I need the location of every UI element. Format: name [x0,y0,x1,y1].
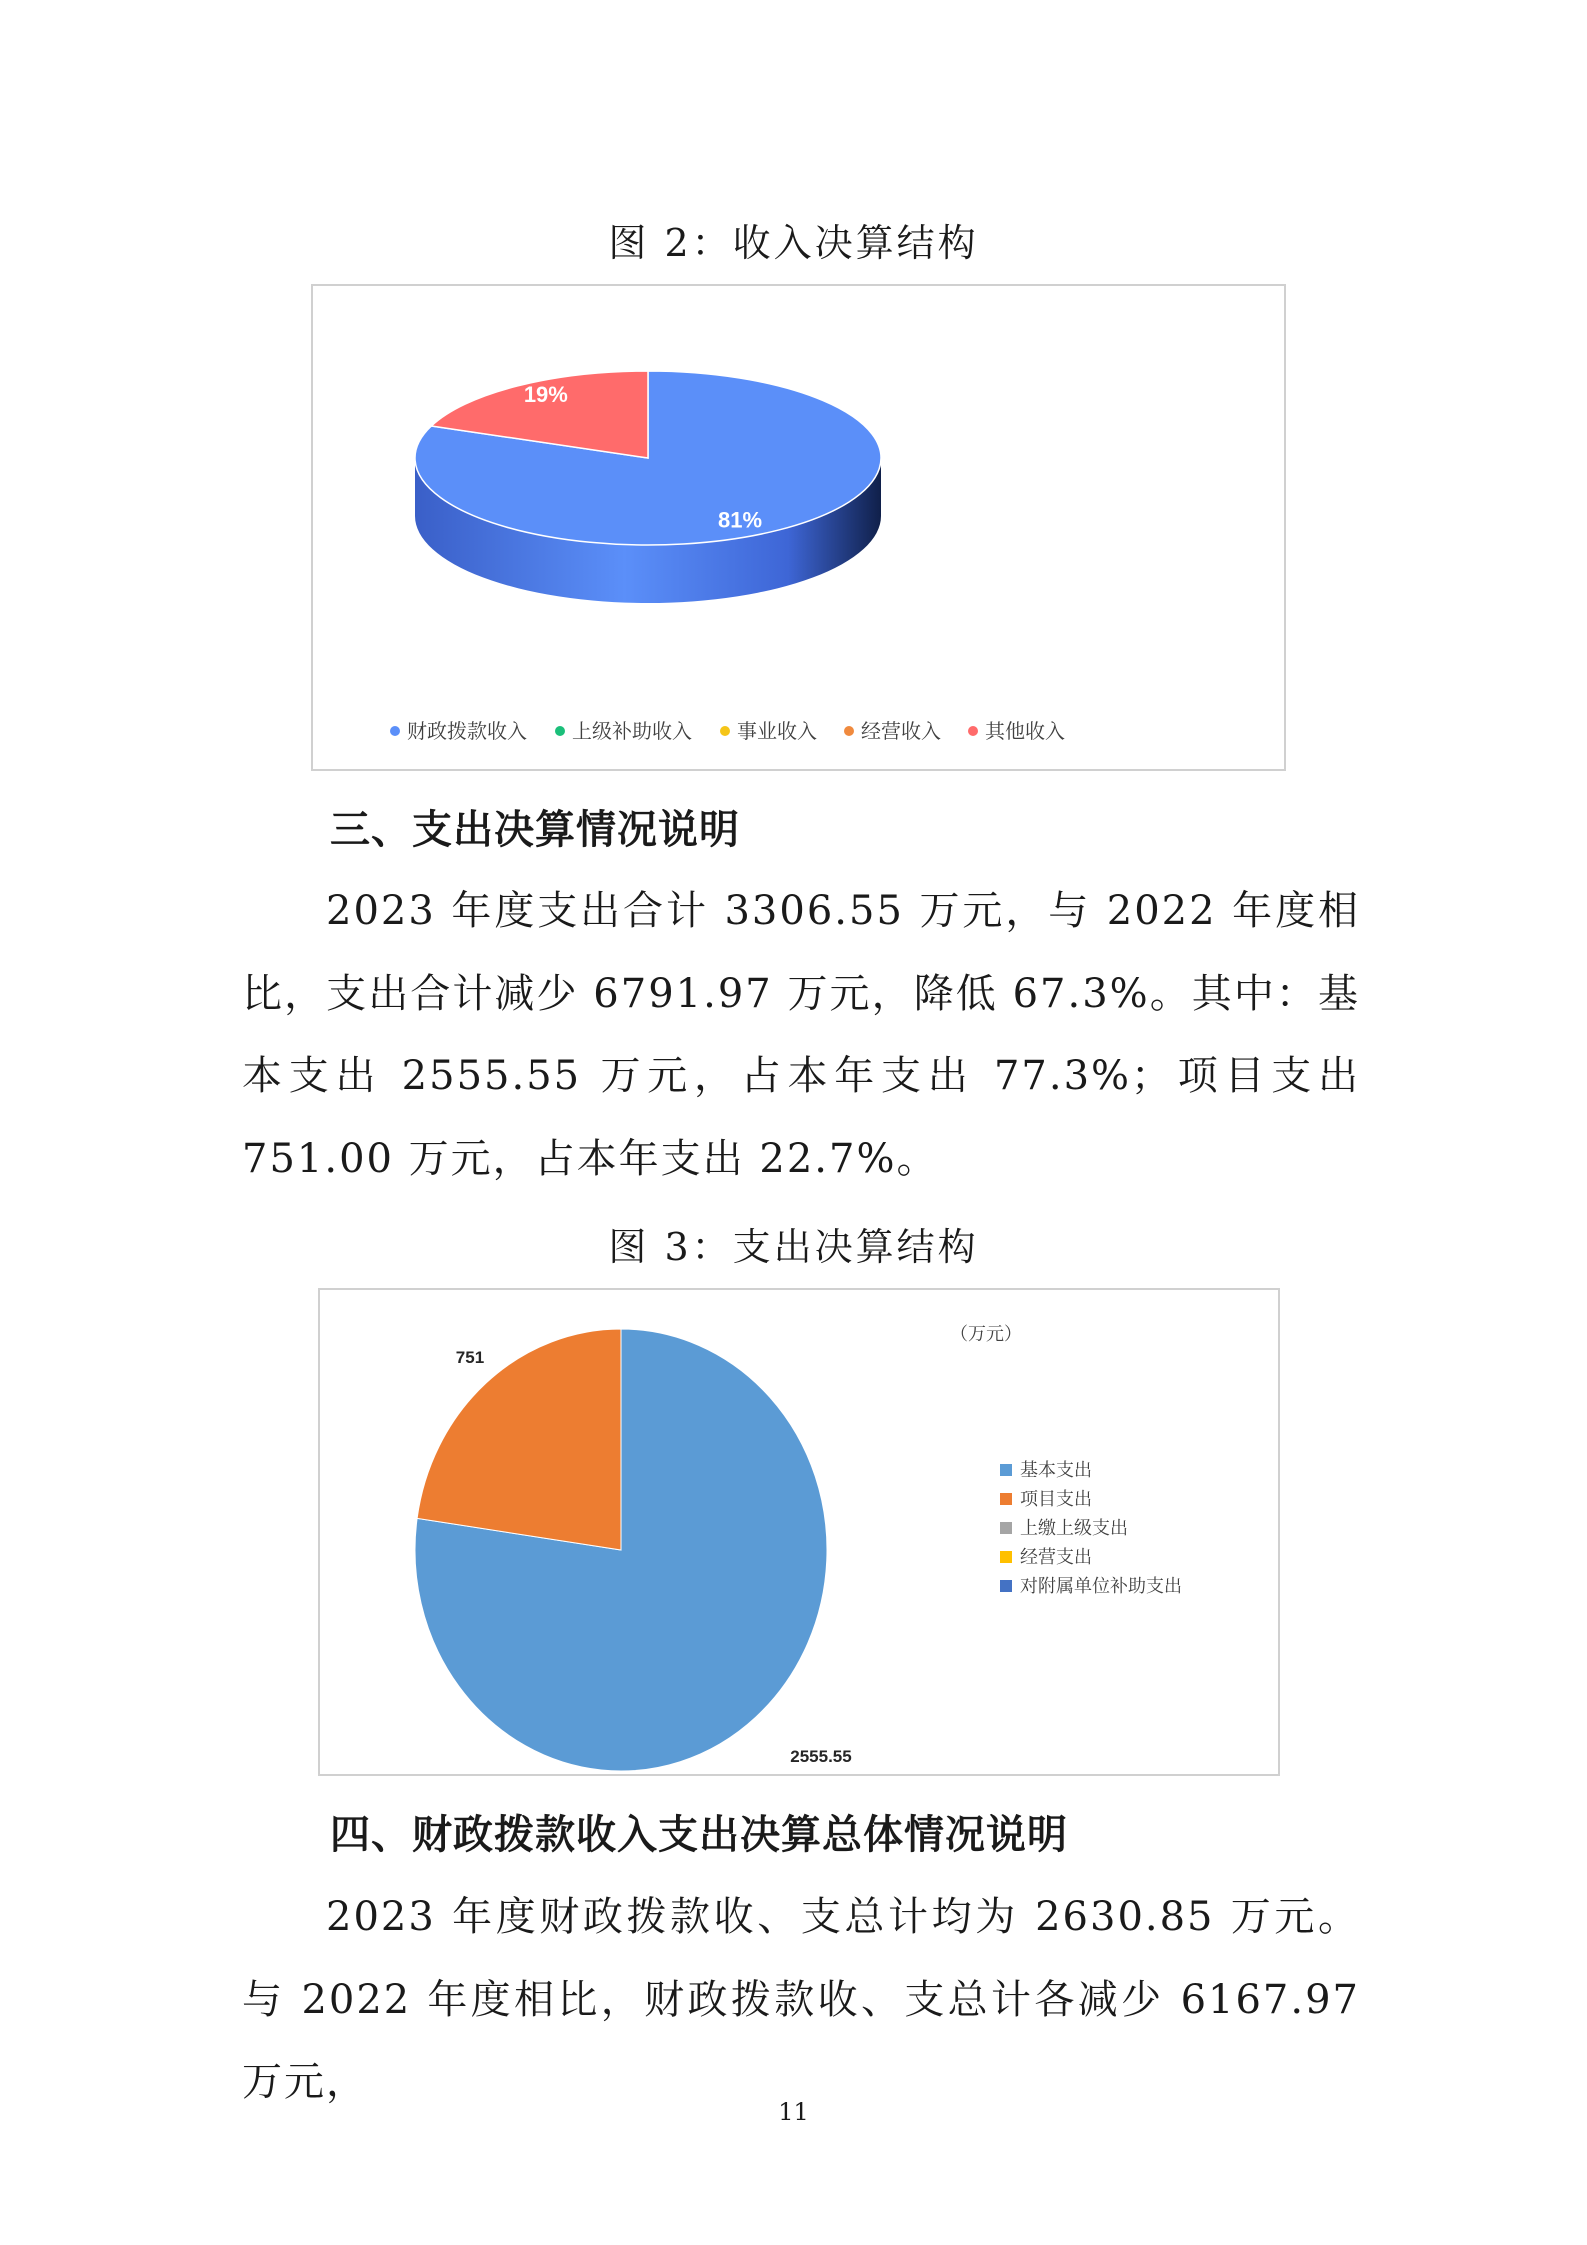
legend-label-上级补助收入: 上级补助收入 [572,719,692,743]
pie-slice-项目支出 [417,1329,621,1550]
legend-marker-财政拨款收入 [390,726,400,736]
figure2-pie-svg [313,286,1284,769]
legend-marker-事业收入 [720,726,730,736]
unit-label: （万元） [950,1324,1022,1345]
legend-marker-上级补助收入 [555,726,565,736]
legend-marker-经营支出 [1000,1551,1012,1563]
section4-heading: 四、财政拨款收入支出决算总体情况说明 [330,1812,1068,1858]
legend-marker-项目支出 [1000,1493,1012,1505]
figure3-caption: 图 3：支出决算结构 [608,1225,979,1269]
legend-label-上缴上级支出: 上缴上级支出 [1020,1518,1128,1539]
data-label-项目支出: 751 [455,1347,485,1367]
legend-marker-其他收入 [968,726,978,736]
legend-marker-经营收入 [844,726,854,736]
page-number: 11 [778,2098,809,2126]
legend-marker-对附属单位补助支出 [1000,1580,1012,1592]
figure2-caption: 图 2：收入决算结构 [608,221,979,265]
legend-label-经营收入: 经营收入 [861,719,941,743]
legend-label-对附属单位补助支出: 对附属单位补助支出 [1020,1576,1182,1597]
section3-heading: 三、支出决算情况说明 [330,807,740,853]
section3-paragraph: 2023 年度支出合计 3306.55 万元，与 2022 年度相比，支出合计减少 6791.97 万元，降低 67.3%。其中：基本支出 2555.55 万元，占本年支出 77.3%；项目支出 751.00 万元，占本年支出 22.7%。 [242,888,1360,1182]
data-label-财政拨款收入: 81% [718,507,763,533]
section4-paragraph: 2023 年度财政拨款收、支总计均为 2630.85 万元。与 2022 年度相比，财政拨款收、支总计各减少 6167.97 万元， [242,1894,1360,2105]
figure3-chart [318,1288,1280,1776]
legend-marker-基本支出 [1000,1464,1012,1476]
legend-marker-上缴上级支出 [1000,1522,1012,1534]
figure3-pie-svg [320,1290,1278,1774]
legend-label-财政拨款收入: 财政拨款收入 [407,719,527,743]
legend-label-其他收入: 其他收入 [985,719,1065,743]
legend-label-经营支出: 经营支出 [1020,1547,1092,1568]
legend-label-项目支出: 项目支出 [1020,1489,1092,1510]
legend-label-基本支出: 基本支出 [1020,1460,1092,1481]
figure2-chart [311,284,1286,771]
legend-label-事业收入: 事业收入 [737,719,817,743]
data-label-基本支出: 2555.55 [790,1747,852,1766]
data-label-其他收入: 19% [523,381,568,407]
